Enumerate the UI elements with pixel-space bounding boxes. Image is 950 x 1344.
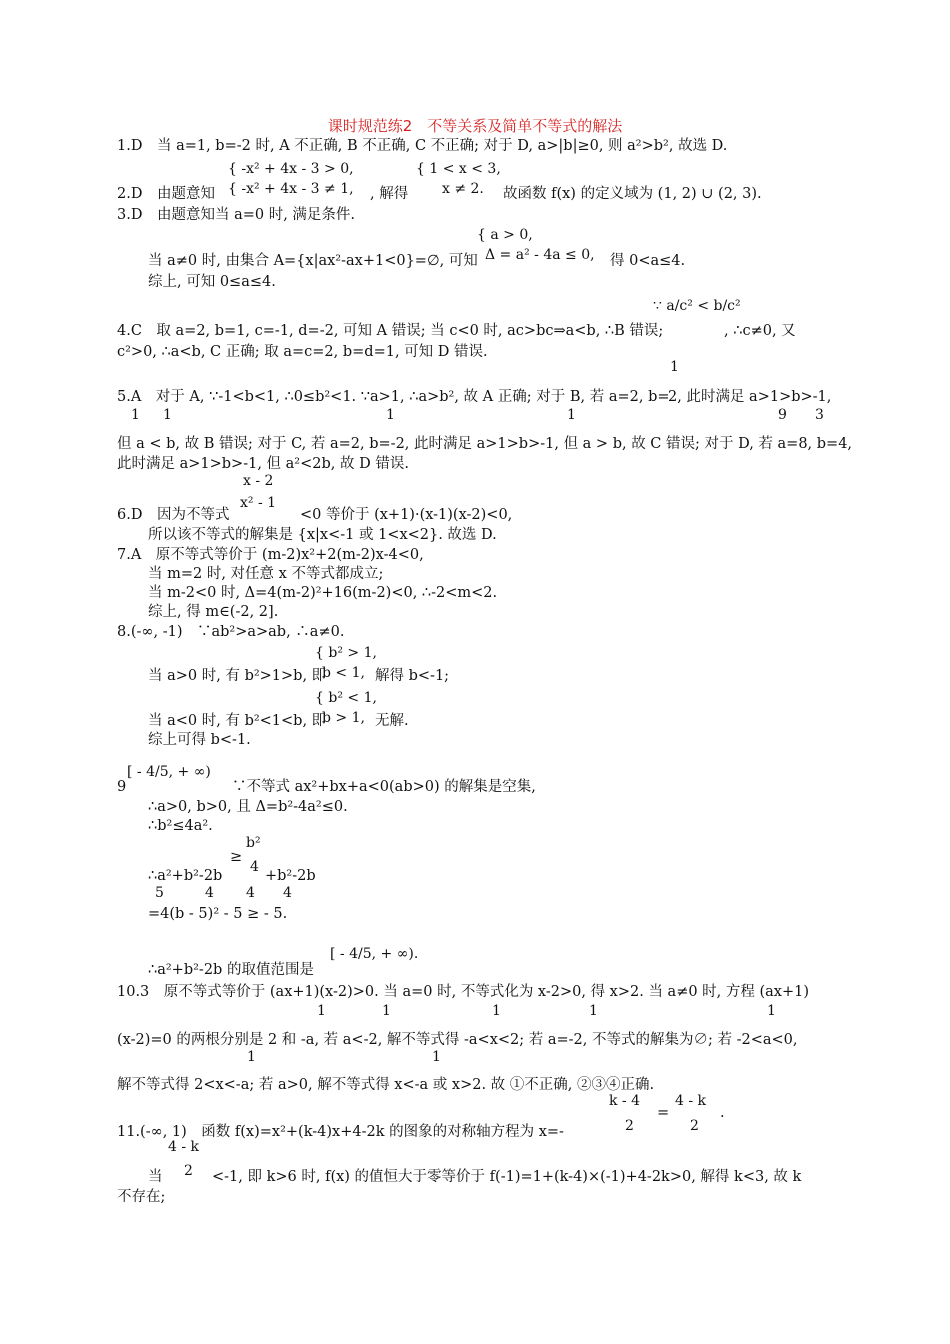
q5-num-d: 1 <box>567 407 576 423</box>
q8-system1-line2: b < 1, <box>322 665 365 681</box>
q9-frac2-num: 5 <box>155 885 164 901</box>
line-q7-d: 综上, 得 m∈(-2, 2]. <box>148 604 279 620</box>
q5-num: 1 <box>670 359 679 375</box>
line-q10-c: 解不等式得 2<x<-a; 若 a>0, 解不等式得 x<-a 或 x>2. 故 ①不正确, ②③④正确. <box>117 1077 655 1093</box>
line-q6-end: <0 等价于 (x+1)·(x-1)(x-2)<0, <box>300 507 513 523</box>
q5-num-c: 1 <box>386 407 395 423</box>
line-q8-b-end: 解得 b<-1; <box>375 668 450 684</box>
line-q10-b: (x-2)=0 的两根分别是 2 和 -a, 若 a<-2, 解不等式得 -a<x<2; 若 a=-2, 不等式的解集为∅; 若 -2<a<0, <box>117 1032 798 1048</box>
q9-frac1-num: b² <box>246 835 261 851</box>
line-q9-b: ∴a>0, b>0, 且 Δ=b²-4a²≤0. <box>148 799 348 815</box>
q10-num-g: 1 <box>432 1049 441 1065</box>
q8-system2-line1: { b² < 1, <box>315 690 377 706</box>
line-q1: 1.D 当 a=1, b=-2 时, A 不正确, B 不正确, C 不正确; 对于 D, a>|b|≥0, 则 a²>b², 故选 D. <box>117 138 728 154</box>
q5-num-e: 9 <box>778 407 787 423</box>
q11-frac2-den: 2 <box>690 1118 699 1134</box>
line-q10: 10.3 原不等式等价于 (ax+1)(x-2)>0. 当 a=0 时, 不等式化为 x-2>0, 得 x>2. 当 a≠0 时, 方程 (ax+1) <box>117 984 810 1000</box>
q3-system-line2: Δ = a² - 4a ≤ 0, <box>485 247 595 263</box>
q10-num-a: 1 <box>317 1003 326 1019</box>
line-q9-f: ∴a²+b²-2b 的取值范围是 <box>148 962 314 978</box>
q9-frac1-den: 4 <box>250 859 259 875</box>
q5-num-b: 1 <box>163 407 172 423</box>
line-q8-d: 综上可得 b<-1. <box>148 732 251 748</box>
q11-frac2-num: 4 - k <box>675 1093 707 1109</box>
q2-system-line2: { -x² + 4x - 3 ≠ 1, <box>228 181 354 197</box>
line-q7-c: 当 m-2<0 时, Δ=4(m-2)²+16(m-2)<0, ∴-2<m<2. <box>148 585 498 601</box>
line-q7: 7.A 原不等式等价于 (m-2)x²+2(m-2)x-4<0, <box>117 547 424 563</box>
q5-num-a: 1 <box>131 407 140 423</box>
q8-system2-line2: b > 1, <box>322 710 365 726</box>
q9-answer-interval: [ - 4/5, + ∞) <box>127 764 211 780</box>
line-q9-e: =4(b - 5)² - 5 ≥ - 5. <box>148 906 288 922</box>
line-q9-c: ∴b²≤4a². <box>148 818 213 834</box>
line-q5-c: 此时满足 a>1>b>-1, 但 a²<2b, 故 D 错误. <box>117 456 409 472</box>
page-title: 课时规范练2 不等关系及简单不等式的解法 <box>327 117 623 135</box>
line-q9: ∵不等式 ax²+bx+a<0(ab>0) 的解集是空集, <box>232 779 536 795</box>
q5-num-f: 3 <box>815 407 824 423</box>
line-q2-mid: , 解得 <box>370 186 409 202</box>
q11-frac1-num: k - 4 <box>609 1093 641 1109</box>
line-q3: 3.D 由题意知当 a=0 时, 满足条件. <box>117 207 356 223</box>
q6-numerator: x - 2 <box>243 473 274 489</box>
line-q9-d-end: +b²-2b <box>265 868 316 884</box>
q2-solution-line1: { 1 < x < 3, <box>416 161 501 177</box>
line-q11-b: <-1, 即 k>6 时, f(x) 的值恒大于零等价于 f(-1)=1+(k-4)×(-1)+4-2k>0, 解得 k<3, 故 k <box>212 1169 802 1185</box>
line-q8: 8.(-∞, -1) ∵ab²>a>ab, ∴a≠0. <box>117 624 345 640</box>
q10-num-f: 1 <box>247 1049 256 1065</box>
q11-frac3-num: 4 - k <box>168 1139 200 1155</box>
line-q11-b-start: 当 <box>148 1169 163 1185</box>
line-q5-b: 但 a < b, 故 B 错误; 对于 C, 若 a=2, b=-2, 此时满足 a>1>b>-1, 但 a > b, 故 C 错误; 对于 D, 若 a=8, b=4, <box>117 436 853 452</box>
q9-frac5-num: 4 <box>283 885 292 901</box>
q11-frac1-den: 2 <box>625 1118 634 1134</box>
line-q5: 5.A 对于 A, ∵-1<b<1, ∴0≤b²<1. ∵a>1, ∴a>b², 故 A 正确; 对于 B, 若 a=2, b= <box>117 389 670 405</box>
q8-system1-line1: { b² > 1, <box>315 645 377 661</box>
q11-period: . <box>720 1105 725 1121</box>
q9-frac3-num: 4 <box>205 885 214 901</box>
q6-denominator: x² - 1 <box>240 495 277 511</box>
q9-geq: ≥ <box>230 849 243 865</box>
line-q2-start: 2.D 由题意知 <box>117 186 215 202</box>
line-q8-c: 当 a<0 时, 有 b²<1<b, 即 <box>148 713 327 729</box>
line-q4-end: , ∴c≠0, 又 <box>724 323 796 339</box>
line-q2-end: 故函数 f(x) 的定义域为 (1, 2) ∪ (2, 3). <box>503 186 762 202</box>
q11-equals: = <box>657 1105 670 1121</box>
q9-frac4-num: 4 <box>246 885 255 901</box>
q2-system-line1: { -x² + 4x - 3 > 0, <box>228 161 354 177</box>
line-q4: 4.C 取 a=2, b=1, c=-1, d=-2, 可知 A 错误; 当 c<0 时, ac>bc⇒a<b, ∴B 错误; <box>117 323 664 339</box>
line-q8-c-end: 无解. <box>375 713 409 729</box>
q10-num-c: 1 <box>492 1003 501 1019</box>
q11-frac3-den: 2 <box>184 1163 193 1179</box>
line-q3-b: 当 a≠0 时, 由集合 A={x|ax²-ax+1<0}=∅, 可知 <box>148 253 478 269</box>
line-q11: 11.(-∞, 1) 函数 f(x)=x²+(k-4)x+4-2k 的图象的对称轴方程为 x=- <box>117 1124 564 1140</box>
line-q6: 6.D 因为不等式 <box>117 507 230 523</box>
q10-num-b: 1 <box>382 1003 391 1019</box>
q10-num-d: 1 <box>589 1003 598 1019</box>
line-q4-b: c²>0, ∴a<b, C 正确; 取 a=c=2, b=d=1, 可知 D 错误. <box>117 344 488 360</box>
line-q5-end: 2, 此时满足 a>1>b>-1, <box>668 389 832 405</box>
line-q3-d: 综上, 可知 0≤a≤4. <box>148 274 276 290</box>
line-q3-c: 得 0<a≤4. <box>610 253 686 269</box>
q9-range-interval: [ - 4/5, + ∞). <box>330 946 419 962</box>
q9-number: 9 <box>117 779 127 795</box>
line-q7-b: 当 m=2 时, 对任意 x 不等式都成立; <box>148 566 384 582</box>
q10-num-e: 1 <box>767 1003 776 1019</box>
line-q6-b: 所以该不等式的解集是 {x|x<-1 或 1<x<2}. 故选 D. <box>148 527 497 543</box>
line-q11-c: 不存在; <box>117 1189 166 1205</box>
q2-solution-line2: x ≠ 2. <box>442 181 484 197</box>
q3-system-line1: { a > 0, <box>477 227 533 243</box>
q4-fraction: ∵ a/c² < b/c² <box>653 298 741 314</box>
line-q9-d: ∴a²+b²-2b <box>148 868 223 884</box>
line-q8-b: 当 a>0 时, 有 b²>1>b, 即 <box>148 668 327 684</box>
